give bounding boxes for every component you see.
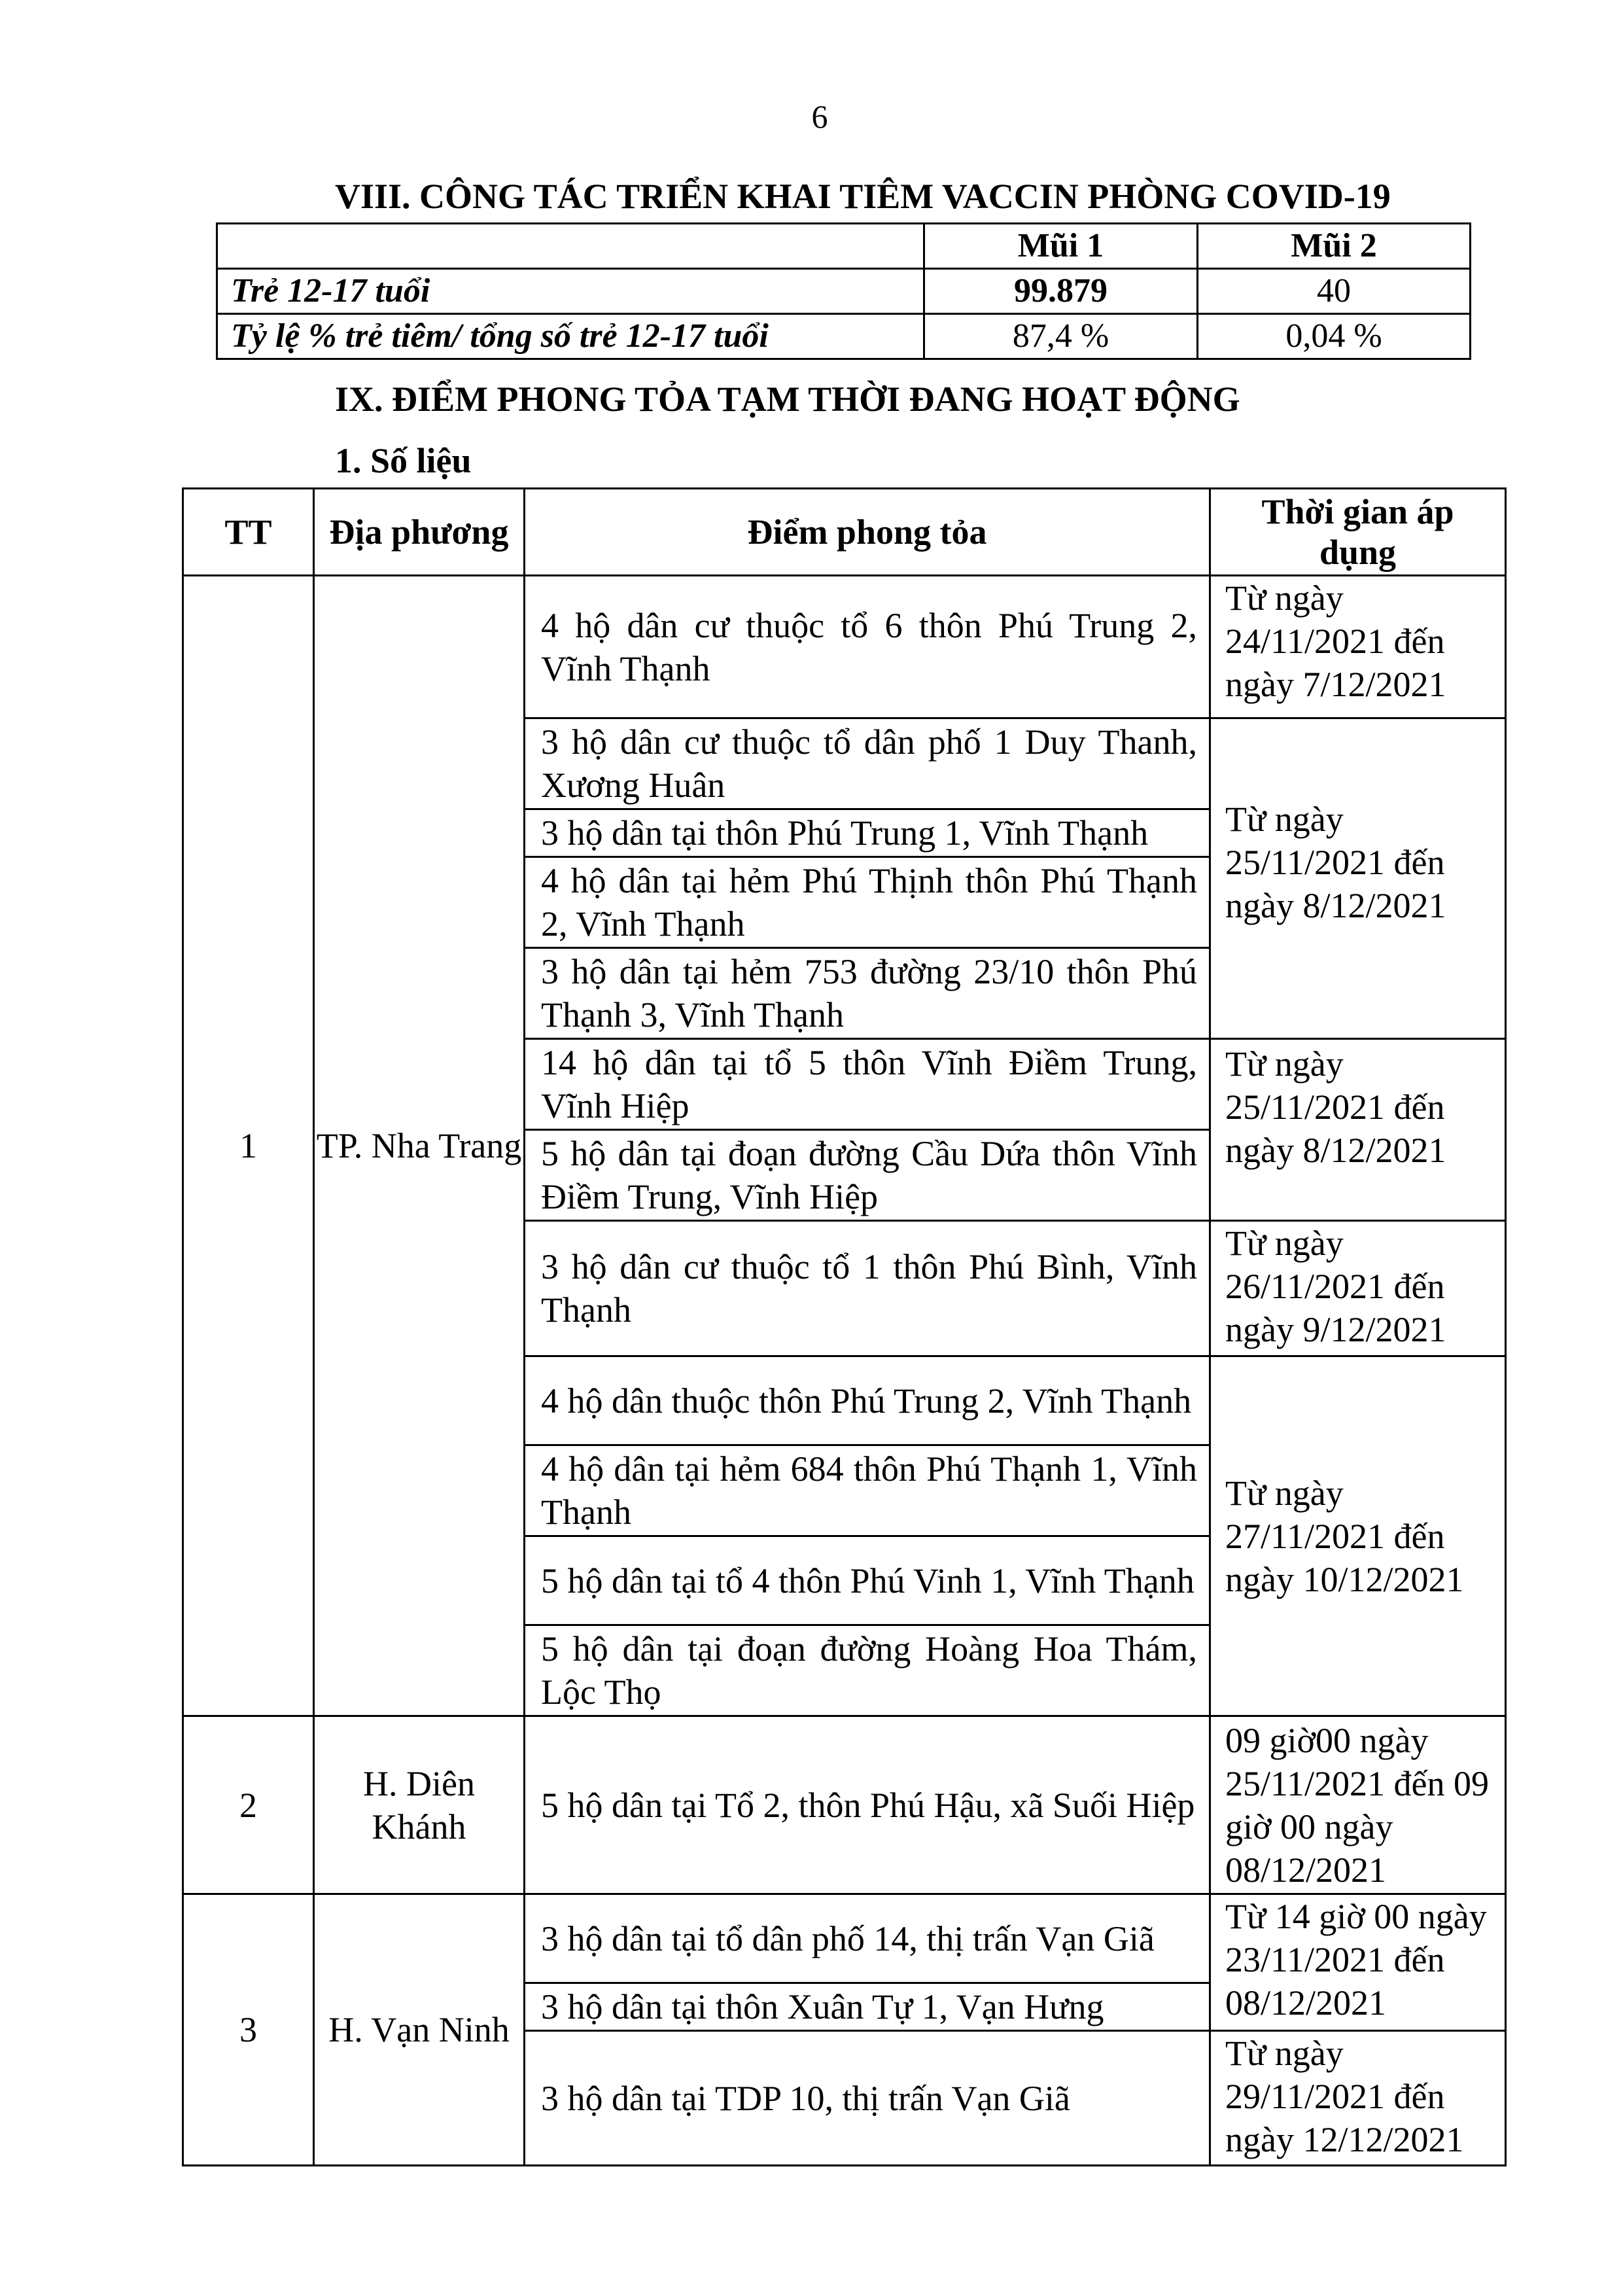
table-row (217, 314, 1471, 359)
lockdown-point: 5 hộ dân tại đoạn đường Hoàng Hoa Thám, Lộc Thọ (525, 1625, 1210, 1716)
lockdown-point: 4 hộ dân cư thuộc tổ 6 thôn Phú Trung 2, Vĩnh Thạnh (525, 576, 1210, 718)
table-row (217, 269, 1471, 314)
table-header-row (183, 489, 1506, 576)
header-point: Điểm phong tỏa (525, 489, 1210, 576)
header-locality: Địa phương (314, 489, 525, 576)
locality-cell: TP. Nha Trang (314, 576, 525, 1716)
lockdown-point: 4 hộ dân tại hẻm 684 thôn Phú Thạnh 1, Vĩnh Thạnh (525, 1445, 1210, 1536)
applied-time: Từ ngày 29/11/2021 đến ngày 12/12/2021 (1210, 2031, 1506, 2166)
row-number: 2 (183, 1716, 314, 1894)
lockdown-point: 3 hộ dân tại thôn Xuân Tự 1, Vạn Hưng (525, 1983, 1210, 2031)
locality-cell: H. Diên Khánh (314, 1716, 525, 1894)
locality-cell: H. Vạn Ninh (314, 1894, 525, 2166)
lockdown-point: 5 hộ dân tại Tổ 2, thôn Phú Hậu, xã Suối Hiệp (525, 1716, 1210, 1894)
row-label: Tỷ lệ % trẻ tiêm/ tổng số trẻ 12-17 tuổi (217, 314, 924, 359)
lockdown-point: 5 hộ dân tại đoạn đường Cầu Dứa thôn Vĩnh Điềm Trung, Vĩnh Hiệp (525, 1130, 1210, 1221)
dose-1-value: 87,4 % (924, 314, 1198, 359)
dose-2-value: 0,04 % (1198, 314, 1471, 359)
applied-time: Từ ngày 25/11/2021 đến ngày 8/12/2021 (1210, 1039, 1506, 1221)
applied-time: Từ ngày 25/11/2021 đến ngày 8/12/2021 (1210, 718, 1506, 1039)
lockdown-point: 4 hộ dân thuộc thôn Phú Trung 2, Vĩnh Thạnh (525, 1356, 1210, 1445)
lockdown-point: 3 hộ dân cư thuộc tổ 1 thôn Phú Bình, Vĩnh Thạnh (525, 1221, 1210, 1356)
lockdown-points-table (182, 487, 1507, 2166)
header-cell-empty (217, 224, 924, 269)
dose-2-value: 40 (1198, 269, 1471, 314)
dose-1-value: 99.879 (924, 269, 1198, 314)
lockdown-point: 3 hộ dân tại hẻm 753 đường 23/10 thôn Phú Thạnh 3, Vĩnh Thạnh (525, 948, 1210, 1039)
row-number: 1 (183, 576, 314, 1716)
row-number: 3 (183, 1894, 314, 2166)
section-9-subtitle: 1. Số liệu (335, 441, 472, 480)
section-9-title: IX. ĐIỂM PHONG TỎA TẠM THỜI ĐANG HOẠT ĐỘNG (335, 380, 1240, 419)
lockdown-point: 3 hộ dân tại thôn Phú Trung 1, Vĩnh Thạnh (525, 809, 1210, 857)
table-header-row (217, 224, 1471, 269)
applied-time: Từ ngày 27/11/2021 đến ngày 10/12/2021 (1210, 1356, 1506, 1716)
table-row (183, 576, 1506, 718)
page-number: 6 (811, 98, 828, 135)
header-dose-2: Mũi 2 (1198, 224, 1471, 269)
applied-time: 09 giờ00 ngày 25/11/2021 đến 09 giờ 00 ngày 08/12/2021 (1210, 1716, 1506, 1894)
lockdown-point: 5 hộ dân tại tổ 4 thôn Phú Vinh 1, Vĩnh Thạnh (525, 1536, 1210, 1625)
table-row (183, 1716, 1506, 1894)
header-time: Thời gian áp dụng (1210, 489, 1506, 576)
vaccination-table (216, 222, 1471, 360)
lockdown-point: 14 hộ dân tại tổ 5 thôn Vĩnh Điềm Trung, Vĩnh Hiệp (525, 1039, 1210, 1130)
applied-time: Từ 14 giờ 00 ngày 23/11/2021 đến 08/12/2021 (1210, 1894, 1506, 2031)
applied-time: Từ ngày 24/11/2021 đến ngày 7/12/2021 (1210, 576, 1506, 718)
lockdown-point: 3 hộ dân cư thuộc tổ dân phố 1 Duy Thanh, Xương Huân (525, 718, 1210, 809)
lockdown-point: 3 hộ dân tại tổ dân phố 14, thị trấn Vạn Giã (525, 1894, 1210, 1983)
row-label: Trẻ 12-17 tuổi (217, 269, 924, 314)
section-8-title: VIII. CÔNG TÁC TRIỂN KHAI TIÊM VACCIN PHÒNG COVID-19 (335, 177, 1391, 216)
lockdown-point: 4 hộ dân tại hẻm Phú Thịnh thôn Phú Thạnh 2, Vĩnh Thạnh (525, 857, 1210, 948)
table-row (183, 1894, 1506, 1983)
applied-time: Từ ngày 26/11/2021 đến ngày 9/12/2021 (1210, 1221, 1506, 1356)
header-dose-1: Mũi 1 (924, 224, 1198, 269)
header-tt: TT (183, 489, 314, 576)
lockdown-point: 3 hộ dân tại TDP 10, thị trấn Vạn Giã (525, 2031, 1210, 2166)
